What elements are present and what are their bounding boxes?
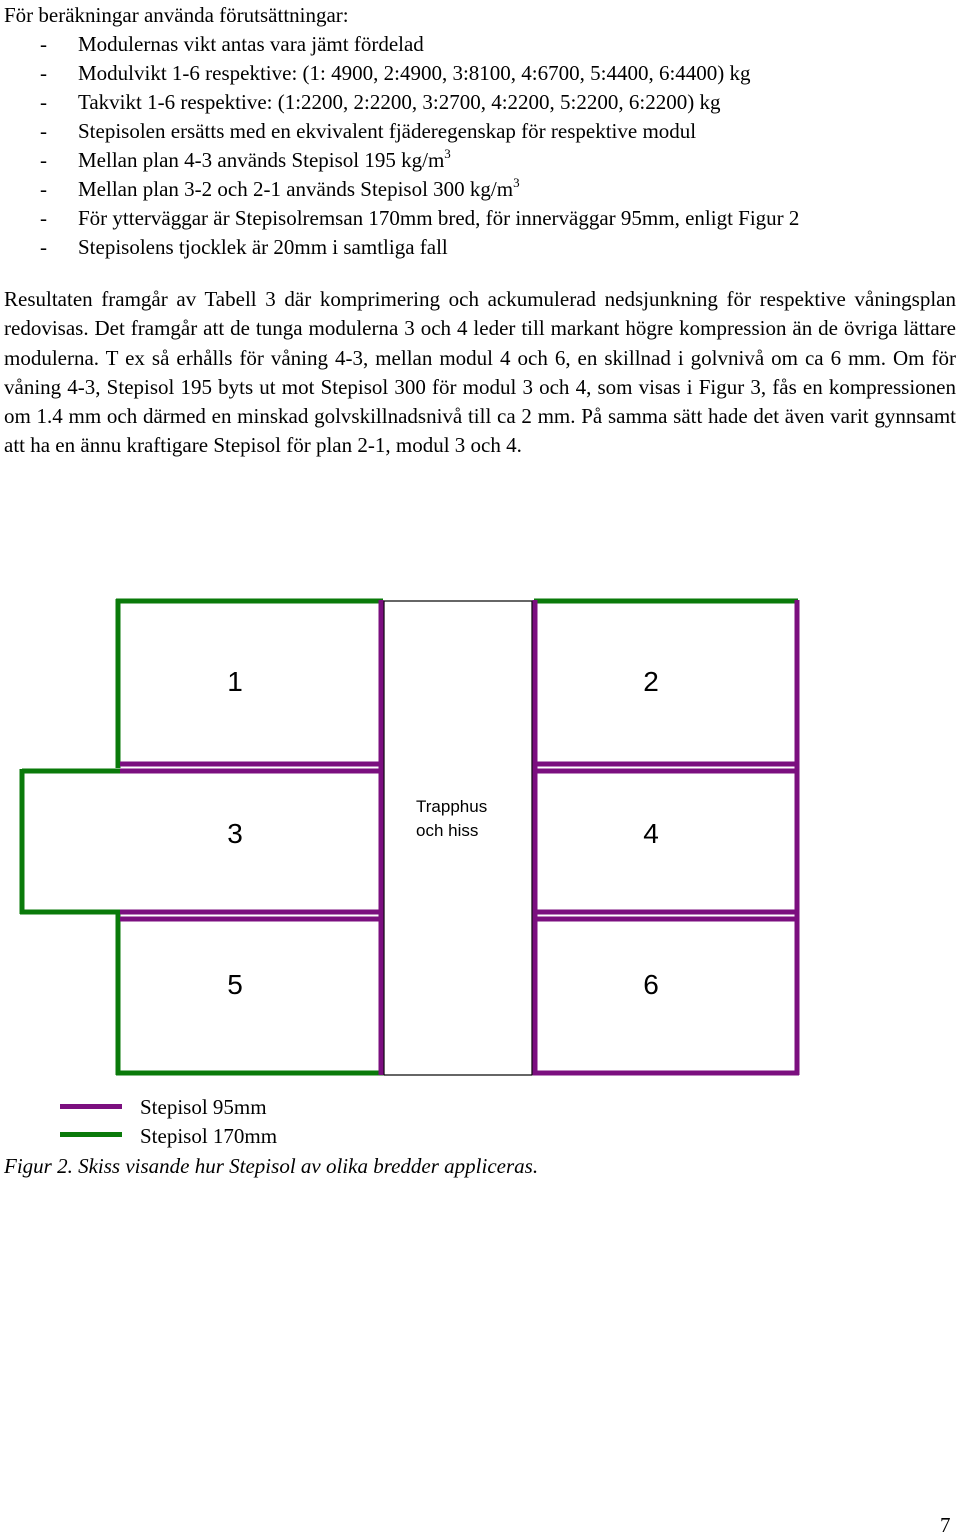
list-item [40, 117, 956, 146]
outer-walls-left [20, 599, 383, 1075]
list-dash: - [40, 119, 47, 143]
legend-swatch-170mm [60, 1132, 122, 1137]
superscript: 3 [444, 146, 451, 161]
legend-label-95mm: Stepisol 95mm [140, 1095, 267, 1119]
legend-swatch-95mm [60, 1104, 122, 1109]
list-item [40, 175, 956, 204]
list-item-text: Mellan plan 3-2 och 2-1 används Stepisol 300 kg/m [78, 177, 514, 201]
inner-walls-right [533, 600, 799, 1075]
list-item [40, 146, 956, 175]
list-item [40, 204, 956, 233]
list-item-text: Modulvikt 1-6 respektive: (1: 4900, 2:4900, 3:8100, 4:6700, 5:4400, 6:4400) kg [78, 61, 751, 85]
list-item-text: Stepisolens tjocklek är 20mm i samtliga fall [78, 235, 448, 259]
module-label-6: 6 [643, 969, 659, 1000]
assumptions-list [40, 30, 956, 262]
page-number: 7 [940, 1513, 951, 1537]
list-dash: - [40, 90, 47, 114]
legend-label-170mm: Stepisol 170mm [140, 1124, 278, 1148]
results-paragraph: Resultaten framgår av Tabell 3 där komprimering och ackumulerad nedsjunkning för respektive våningsplan redovisas. Det framgår att de tunga modulerna 3 och 4 leder till markant högre kompression än de övriga lättare modulerna. T ex så erhålls för våning 4-3, mellan modul 4 och 6, en skillnad i golvnivå om ca 6 mm. Om för våning 4-3, Stepisol 195 byts ut mot Stepisol 300 för modul 3 och 4, som visas i Figur 3, fås en kompressionen om 1.4 mm och därmed en minskad golvskillnadsnivå till ca 2 mm. På samma sätt hade det även varit gynnsamt att ha en ännu kraftigare Stepisol för plan 2-1, modul 3 och 4. [4, 287, 956, 458]
list-item-text: Mellan plan 4-3 används Stepisol 195 kg/m [78, 148, 445, 172]
intro-heading: För beräkningar använda förutsättningar: [4, 3, 349, 27]
superscript: 3 [513, 175, 520, 190]
list-dash: - [40, 32, 47, 56]
list-item-text: Stepisolen ersätts med en ekvivalent fjäderegenskap för respektive modul [78, 119, 697, 143]
stairwell-label-line1: Trapphus [416, 797, 488, 816]
list-dash: - [40, 206, 47, 230]
list-item [40, 88, 956, 117]
list-dash: - [40, 148, 47, 172]
list-item-text: Modulernas vikt antas vara jämt fördelad [78, 32, 424, 56]
figure-caption: Figur 2. Skiss visande hur Stepisol av olika bredder appliceras. [4, 1154, 539, 1178]
list-item [40, 233, 956, 262]
module-label-1: 1 [227, 666, 243, 697]
list-item-text: Takvikt 1-6 respektive: (1:2200, 2:2200, 3:2700, 4:2200, 5:2200, 6:2200) kg [78, 90, 721, 114]
list-dash: - [40, 61, 47, 85]
stairwell-label-line2: och hiss [416, 821, 479, 840]
list-item [40, 30, 956, 59]
module-label-5: 5 [227, 969, 243, 1000]
module-label-3: 3 [227, 818, 243, 849]
list-dash: - [40, 177, 47, 201]
module-label-4: 4 [643, 818, 659, 849]
list-item [40, 59, 956, 88]
inner-walls-left [120, 600, 383, 1075]
list-item-text: För ytterväggar är Stepisolremsan 170mm bred, för innerväggar 95mm, enligt Figur 2 [78, 206, 800, 230]
floor-plan-figure [0, 590, 960, 1090]
list-dash: - [40, 235, 47, 259]
module-label-2: 2 [643, 666, 659, 697]
